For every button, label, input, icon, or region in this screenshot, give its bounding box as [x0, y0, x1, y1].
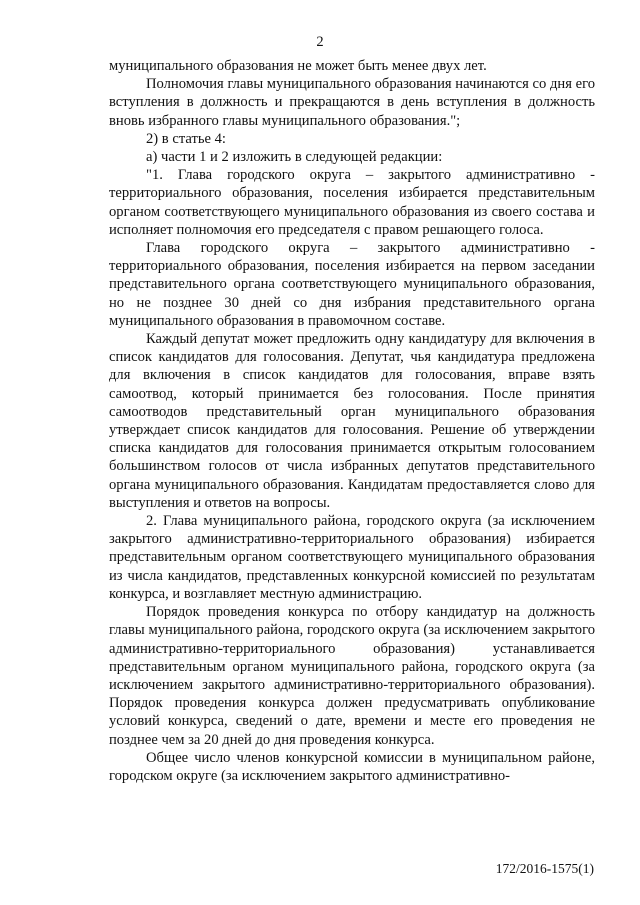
- paragraph-5: "1. Глава городского округа – закрытого административно - территориального образования, поселения избирается представительным органом соответствующего муниципального образования из своего состава и исполняет полномочия его председателя с правом решающего голоса.: [109, 167, 595, 238]
- paragraph-6: Глава городского округа – закрытого административно - территориального образования, поселения избирается на первом заседании представительного органа соответствующего муниципального образования, но не позднее 30 дней со дня избрания представительного органа муниципального образования в правомочном составе.: [109, 240, 595, 329]
- document-body: [109, 57, 595, 785]
- paragraph-4: а) части 1 и 2 изложить в следующей редакции:: [146, 149, 443, 166]
- paragraph-7: Каждый депутат может предложить одну кандидатуру для включения в список кандидатов для голосования. Депутат, чья кандидатура предложена для включения в список кандидатов для голосования, вправе взять самоотвод, который принимается без голосования. После принятия самоотводов представительный орган муниципального образования утверждает список кандидатов для голосования. Решение об утверждении списка кандидатов для голосования принимается открытым голосованием большинством голосов от числа избранных депутатов представительного органа муниципального образования. Кандидатам предоставляется слово для выступления и ответов на вопросы.: [109, 331, 595, 511]
- paragraph-9: Порядок проведения конкурса по отбору кандидатур на должность главы муниципального района, городского округа (за исключением закрытого административно-территориального образования) устанавливается представительным органом муниципального района, городского округа (за исключением закрытого административно-территориального образования). Порядок проведения конкурса должен предусматривать опубликование условий конкурса, сведений о дате, времени и месте его проведения не позднее чем за 20 дней до дня проведения конкурса.: [109, 604, 595, 748]
- paragraph-3: 2) в статье 4:: [146, 130, 226, 147]
- paragraph-1: муниципального образования не может быть менее двух лет.: [109, 58, 487, 74]
- paragraph-2: Полномочия главы муниципального образования начинаются со дня его вступления в должность и прекращаются в день вступления в должность вновь избранного главы муниципального образования.";: [109, 76, 595, 129]
- page-number: 2: [316, 34, 324, 50]
- paragraph-8: 2. Глава муниципального района, городского округа (за исключением закрытого административно-территориального образования) избирается представительным органом соответствующего муниципального образования из числа кандидатов, представленных конкурсной комиссией по результатам конкурса, и возглавляет местную администрацию.: [109, 513, 595, 602]
- paragraph-10: Общее число членов конкурсной комиссии в муниципальном районе, городском округе (за исключением закрытого административно-: [109, 749, 595, 784]
- document-code: 172/2016-1575(1): [495, 861, 594, 876]
